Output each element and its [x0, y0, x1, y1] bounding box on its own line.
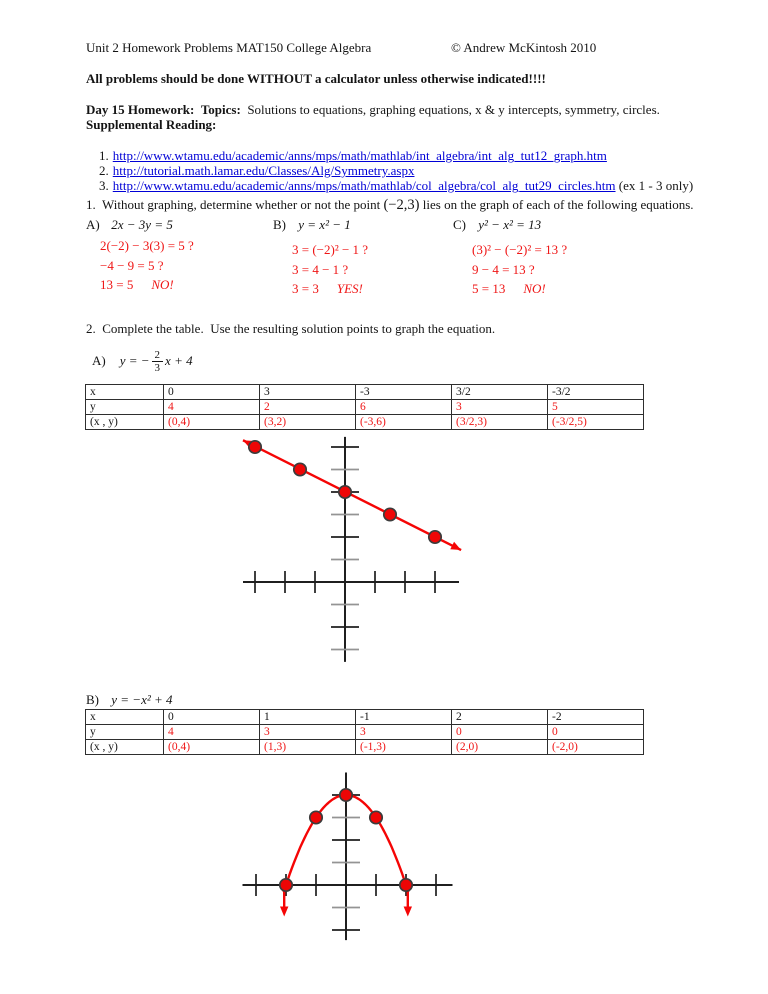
table-cell: 6 [356, 400, 452, 415]
table-cell: 4 [164, 400, 260, 415]
reading-link-1[interactable]: http://www.wtamu.edu/academic/anns/mps/math/mathlab/int_algebra/int_alg_tut12_graph.htm [112, 148, 607, 163]
table-cell: (1,3) [260, 740, 356, 755]
table-cell: (-2,0) [548, 740, 644, 755]
fraction-denominator: 3 [154, 361, 161, 374]
part-b-header [273, 217, 351, 233]
equation-prefix: y = − [119, 353, 150, 368]
part-a-work [100, 236, 194, 295]
table-cell: 2 [452, 710, 548, 725]
table-cell: (-1,3) [356, 740, 452, 755]
table-cell: (-3/2,5) [548, 415, 644, 430]
table-cell: 0 [164, 385, 260, 400]
topics-label: Topics: [200, 102, 241, 117]
link-number: 3. [99, 178, 109, 193]
result-line [100, 275, 194, 295]
work-line: 9 − 4 = 13 ? [472, 261, 535, 277]
topics-text: Solutions to equations, graphing equations, x & y intercepts, symmetry, circles. [247, 102, 660, 117]
part-label: A) [86, 217, 100, 232]
part-equation: y = x² − 1 [298, 217, 351, 232]
result-line [292, 279, 368, 299]
table-cell: (0,4) [164, 415, 260, 430]
table-cell: 3 [356, 725, 452, 740]
link-number: 2. [99, 163, 109, 178]
table-cell: -1 [356, 710, 452, 725]
row-label: x [86, 710, 164, 725]
table-row-x [86, 710, 644, 725]
statement-suffix: lies on the graph of each of the following equations. [419, 197, 694, 212]
result-equation: 5 = 13 [472, 281, 506, 296]
link-number: 1. [99, 148, 109, 163]
table-cell: -3 [356, 385, 452, 400]
part-label: A) [92, 353, 106, 368]
supplemental-reading-label: Supplemental Reading: [86, 117, 217, 132]
result-verdict: NO! [151, 277, 174, 292]
table-row-x [86, 385, 644, 400]
table-cell: 3 [260, 385, 356, 400]
part-label: B) [273, 217, 286, 232]
result-verdict: NO! [523, 281, 546, 296]
part-b-equation-line [86, 692, 173, 708]
result-equation: 3 = 3 [292, 281, 319, 296]
part-a-equation-line [92, 344, 193, 378]
table-cell: 2 [260, 400, 356, 415]
reading-link-2[interactable]: http://tutorial.math.lamar.edu/Classes/Alg/Symmetry.aspx [112, 163, 415, 178]
row-label: y [86, 725, 164, 740]
table-cell: 1 [260, 710, 356, 725]
result-equation: 13 = 5 [100, 277, 134, 292]
result-line [472, 279, 567, 299]
table-row-xy [86, 415, 644, 430]
table-cell: 3 [452, 400, 548, 415]
table-cell: (3,2) [260, 415, 356, 430]
reading-link-3[interactable]: http://www.wtamu.edu/academic/anns/mps/math/mathlab/col_algebra/col_alg_tut29_circles.htm [112, 178, 616, 193]
work-line: −4 − 9 = 5 ? [100, 257, 164, 273]
row-label: x [86, 385, 164, 400]
fraction [152, 349, 164, 374]
calculator-notice: All problems should be done WITHOUT a calculator unless otherwise indicated!!!! [86, 71, 546, 86]
problem-2-statement: 2. Complete the table. Use the resulting solution points to graph the equation. [86, 321, 496, 336]
day-label: Day 15 Homework: [86, 102, 195, 117]
part-label: B) [86, 692, 99, 707]
table-row-y [86, 400, 644, 415]
table-cell: -2 [548, 710, 644, 725]
solution-table-b [85, 709, 644, 755]
table-cell: 0 [164, 710, 260, 725]
problem-1-statement [86, 197, 694, 214]
equation-suffix: x + 4 [165, 353, 193, 368]
copyright-text: © Andrew McKintosh 2010 [451, 40, 597, 55]
result-verdict: YES! [336, 281, 363, 296]
table-row-y [86, 725, 644, 740]
solution-table-a [85, 384, 644, 430]
work-line: 3 = (−2)² − 1 ? [292, 242, 369, 257]
day-topics-line [86, 102, 660, 118]
table-cell: 4 [164, 725, 260, 740]
table-cell: (2,0) [452, 740, 548, 755]
work-line: 3 = 4 − 1 ? [292, 261, 349, 277]
row-label: (x , y) [86, 740, 164, 755]
part-equation: 2x − 3y = 5 [111, 217, 173, 232]
part-c-header [453, 217, 541, 233]
table-cell: 0 [548, 725, 644, 740]
graph-a-line-plot [230, 430, 470, 675]
row-label: (x , y) [86, 415, 164, 430]
part-b-work [292, 240, 368, 299]
table-row-xy [86, 740, 644, 755]
page-header-title: Unit 2 Homework Problems MAT150 College Algebra [86, 40, 372, 55]
graph-b-parabola-plot [230, 765, 470, 955]
part-label: C) [453, 217, 466, 232]
part-c-work [472, 240, 567, 299]
part-equation: y = −x² + 4 [111, 692, 173, 707]
work-line: 2(−2) − 3(3) = 5 ? [100, 238, 194, 253]
point-value: (−2,3) [383, 197, 420, 213]
work-line: (3)² − (−2)² = 13 ? [472, 242, 568, 257]
row-label: y [86, 400, 164, 415]
table-cell: (3/2,3) [452, 415, 548, 430]
table-cell: 0 [452, 725, 548, 740]
link-suffix: (ex 1 - 3 only) [615, 178, 694, 193]
part-equation: y² − x² = 13 [478, 217, 542, 232]
table-cell: 3/2 [452, 385, 548, 400]
table-cell: (0,4) [164, 740, 260, 755]
table-cell: 3 [260, 725, 356, 740]
table-cell: (-3,6) [356, 415, 452, 430]
part-a-header [86, 217, 173, 233]
table-cell: 5 [548, 400, 644, 415]
table-cell: -3/2 [548, 385, 644, 400]
fraction-numerator: 2 [152, 349, 164, 362]
statement-prefix: 1. Without graphing, determine whether or not the point [86, 197, 384, 212]
